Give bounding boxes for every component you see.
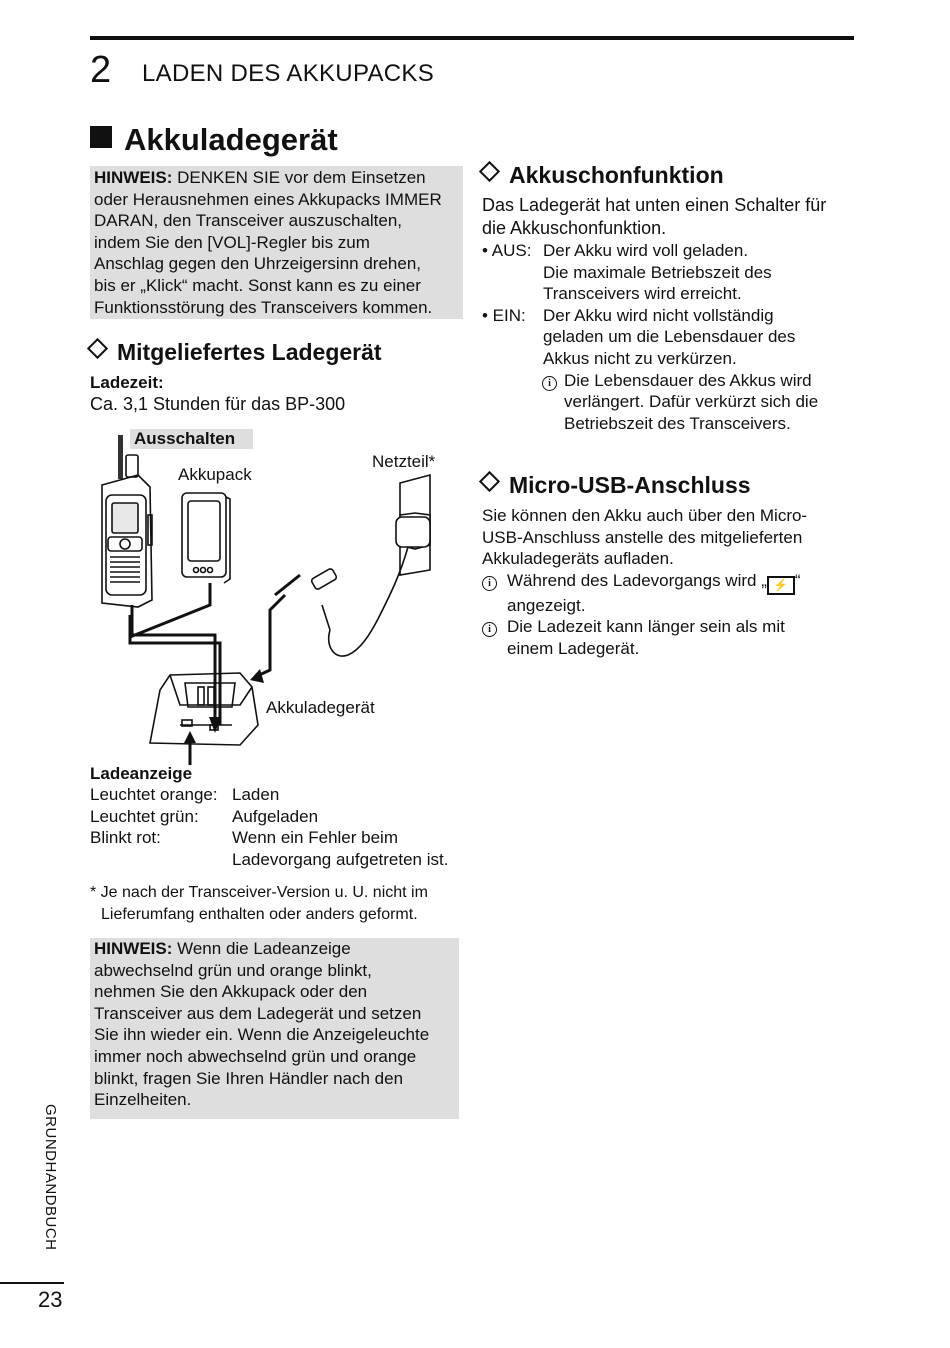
indicator-title: Ladeanzeige — [90, 764, 193, 783]
charger-base-drawing — [150, 673, 258, 745]
charge-time-label: Ladezeit: — [90, 373, 164, 392]
battery-saver-intro: Das Ladegerät hat unten einen Schalter für die Akkuschonfunktion. — [482, 195, 827, 238]
option-ein: • EIN: Der Akku wird nicht vollständig geladen um die Lebensdauer des Akkus nicht zu verkürzen. — [482, 305, 796, 368]
charge-time-value: Ca. 3,1 Stunden für das BP-300 — [90, 394, 346, 414]
usb-info-charge-time: i Die Ladezeit kann länger sein als mit einem Ladegerät. — [482, 616, 862, 659]
page-number-rule — [0, 1282, 64, 1284]
micro-usb-body: Sie können den Akku auch über den Micro- USB-Anschluss anstelle des mitgelieferten Akkuladegeräts aufladen. i Während des Ladevorgangs wird „ ⚡ “ angezeigt. i Die Ladezeit kann länger sein als mit einem Ladegerät. — [482, 505, 862, 660]
indicator-row: Leuchtet orange: Laden — [90, 785, 280, 804]
info-icon: i — [542, 376, 557, 391]
diamond-icon — [479, 161, 500, 182]
info-icon: i — [482, 576, 497, 591]
transceiver-drawing — [102, 435, 152, 607]
info-icon: i — [482, 622, 497, 637]
diamond-icon — [479, 471, 500, 492]
note-box-warning: HINWEIS: DENKEN SIE vor dem Einsetzen oder Herausnehmen eines Akkupacks IMMER DARAN, den Transceiver auszuschalten, indem Sie den [VOL]-Regler bis zum Anschlag gegen den Uhrzeigersinn drehen, bis er „Klick“ macht. Sonst kann es zu einer Funktionsstörung des Transceivers kommen. — [90, 166, 463, 319]
battery-charging-icon: ⚡ — [767, 576, 795, 595]
arrow-head-cable — [250, 669, 264, 683]
chapter-title: LADEN DES AKKUPACKS — [142, 60, 435, 87]
battery-saver-options — [482, 240, 862, 434]
option-aus: • AUS: Der Akku wird voll geladen. Die maximale Betriebszeit des Transceivers wird erreicht. — [482, 241, 772, 304]
note-label: HINWEIS: — [94, 168, 173, 187]
section-title: Akkuladegerät — [90, 120, 338, 160]
indicator-row: Leuchtet grün: Aufgeladen — [90, 806, 319, 826]
label-ausschalten: Ausschalten — [130, 429, 253, 449]
indicator-row: Ladevorgang aufgetreten ist. — [232, 849, 449, 869]
footnote: * Je nach der Transceiver-Version u. U. nicht im Lieferumfang enthalten oder anders geformt. — [90, 884, 428, 923]
usb-info-charging-icon: i Während des Ladevorgangs wird „ ⚡ “ angezeigt. — [482, 570, 862, 617]
side-section-label: GRUNDHANDBUCH — [42, 1104, 59, 1251]
note-label: HINWEIS: — [94, 939, 173, 958]
battery-saver-info: i Die Lebensdauer des Akkus wird verlängert. Dafür verkürzt sich die Betriebszeit des Transceivers. — [482, 370, 862, 435]
label-akkuladegeraet: Akkuladegerät — [266, 698, 375, 717]
micro-usb-heading: Micro-USB-Anschluss — [478, 470, 751, 500]
square-bullet-icon — [90, 126, 112, 148]
chapter-number: 2 — [90, 49, 112, 91]
diamond-icon — [87, 338, 108, 359]
note-box-indicator: HINWEIS: Wenn die Ladeanzeige abwechselnd grün und orange blinkt, nehmen Sie den Akkupack oder den Transceiver aus dem Ladegerät und setzen Sie ihn wieder ein. Wenn die Anzeigeleuchte immer noch abwechselnd grün und orange blinkt, fragen Sie Ihren Händler nach den Einzelheiten. — [90, 938, 459, 1119]
indicator-arrow — [184, 731, 196, 743]
battery-saver-heading: Akkuschonfunktion — [478, 160, 724, 190]
charger-figure — [90, 425, 460, 765]
battery-pack-drawing — [182, 493, 230, 583]
label-netzteil: Netzteil* — [372, 452, 436, 471]
header-rule — [90, 36, 854, 40]
page-number: 23 — [38, 1287, 63, 1312]
indicator-table — [90, 784, 470, 870]
supplied-charger-heading: Mitgeliefertes Ladegerät — [86, 337, 382, 367]
ac-adapter-drawing — [311, 475, 430, 656]
label-akkupack: Akkupack — [178, 465, 252, 484]
indicator-row: Blinkt rot: Wenn ein Fehler beim — [90, 828, 398, 848]
